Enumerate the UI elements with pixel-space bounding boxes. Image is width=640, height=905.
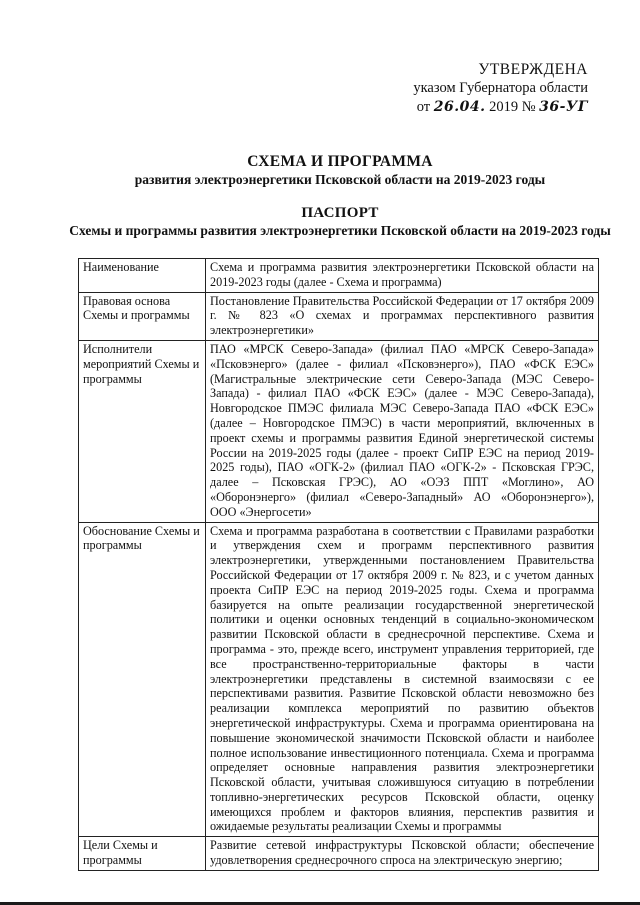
approval-date-line bbox=[413, 98, 588, 117]
approval-authority: указом Губернатора области bbox=[413, 80, 588, 96]
row-value: ПАО «МРСК Северо-Запада» (филиал ПАО «МРСК Северо-Запада» «Псковэнерго» (далее - филиал «Псковэнерго»), ПАО «ФСК ЕЭС» (Магистральные электрические сети Северо-Запада (МЭС Северо-Запада) - филиал ПАО «ФСК ЕЭС» (далее - МЭС Северо-Запада), Новгородское ПМЭС филиала МЭС Северо-Запада ПАО «ФСК ЕЭС» (далее – Новгородское ПМЭС) в части мероприятий, включенных в проект схемы и программы развития Единой энергетической системы России на 2019-2025 годы (далее - проект СиПР ЕЭС на период 2019-2025 годы), ПАО «ОГК-2» (филиал ПАО «ОГК-2» - Псковская ГРЭС, далее – Псковская ГРЭС), АО «ОЭЗ ППТ «Моглино», АО «Оборонэнерго» (филиал «Северо-Западный» АО «Оборонэнерго»), ООО «Энергосети» bbox=[206, 340, 599, 522]
document-subtitle: развития электроэнергетики Псковской области на 2019-2023 годы bbox=[134, 172, 546, 187]
passport-subheading: Схемы и программы развития электроэнергетики Псковской области на 2019-2023 годы bbox=[69, 223, 611, 238]
table-row bbox=[79, 837, 599, 871]
passport-table bbox=[78, 258, 599, 871]
row-value: Схема и программа разработана в соответствии с Правилами разработки и утверждения схем и программ перспективного развития электроэнергетики, утвержденными постановлением Правительства Российской Федерации от 17 октября 2009 г. № 823, и с учетом данных проекта СиПР ЕЭС на период 2019-2025 годы. Схема и программа базируется на опыте реализации государственной энергетической политики и оценки основных тенденций в социально-экономическом развитии Псковской области в среднесрочной перспективе. Схема и программа - это, прежде всего, инструмент управления территорией, где все пространственно-территориальные факторы в части электроэнергетики представлены в системной взаимосвязи с ее перспективами развития. Развитие Псковской области невозможно без реализации комплекса мероприятий по развитию объектов энергетической инфраструктуры. Схема и программа ориентирована на повышение экономической значимости Псковской области и наиболее полное использование инвестиционного потенциала. Схема и программа определяет основные направления развития электроэнергетики Псковской области, учитывая сложившуюся ситуацию в потреблении топливно-энергетических ресурсов Псковской области, оценку имеющихся проблем и факторов влияния, перспектив развития и ожидаемые результаты реализации Схемы и программы bbox=[206, 522, 599, 837]
document-title: СХЕМА И ПРОГРАММА bbox=[247, 153, 433, 170]
row-value: Постановление Правительства Российской Федерации от 17 октября 2009 г. № 823 «О схемах и программах перспективного развития электроэнергетики» bbox=[206, 292, 599, 340]
table-row bbox=[79, 522, 599, 837]
approval-prefix: от bbox=[416, 99, 431, 115]
table-row bbox=[79, 340, 599, 522]
row-label: Правовая основа Схемы и программы bbox=[79, 292, 206, 340]
passport-heading: ПАСПОРТ bbox=[301, 205, 379, 221]
approval-stamp bbox=[413, 60, 588, 117]
handwritten-number: 36-УГ bbox=[539, 99, 588, 115]
handwritten-date: 26.04. bbox=[433, 99, 486, 115]
row-value: Схема и программа развития электроэнергетики Псковской области на 2019-2023 годы (далее - Схема и программа) bbox=[206, 259, 599, 293]
row-label: Цели Схемы и программы bbox=[79, 837, 206, 871]
table-row bbox=[79, 292, 599, 340]
row-label: Наименование bbox=[79, 259, 206, 293]
row-label: Обоснование Схемы и программы bbox=[79, 522, 206, 837]
row-label: Исполнители мероприятий Схемы и программы bbox=[79, 340, 206, 522]
approval-year-number: 2019 № bbox=[489, 99, 536, 115]
row-value: Развитие сетевой инфраструктуры Псковской области; обеспечение удовлетворения среднесрочного спроса на электрическую энергию; bbox=[206, 837, 599, 871]
table-row bbox=[79, 259, 599, 293]
approval-heading: УТВЕРЖДЕНА bbox=[478, 61, 588, 78]
